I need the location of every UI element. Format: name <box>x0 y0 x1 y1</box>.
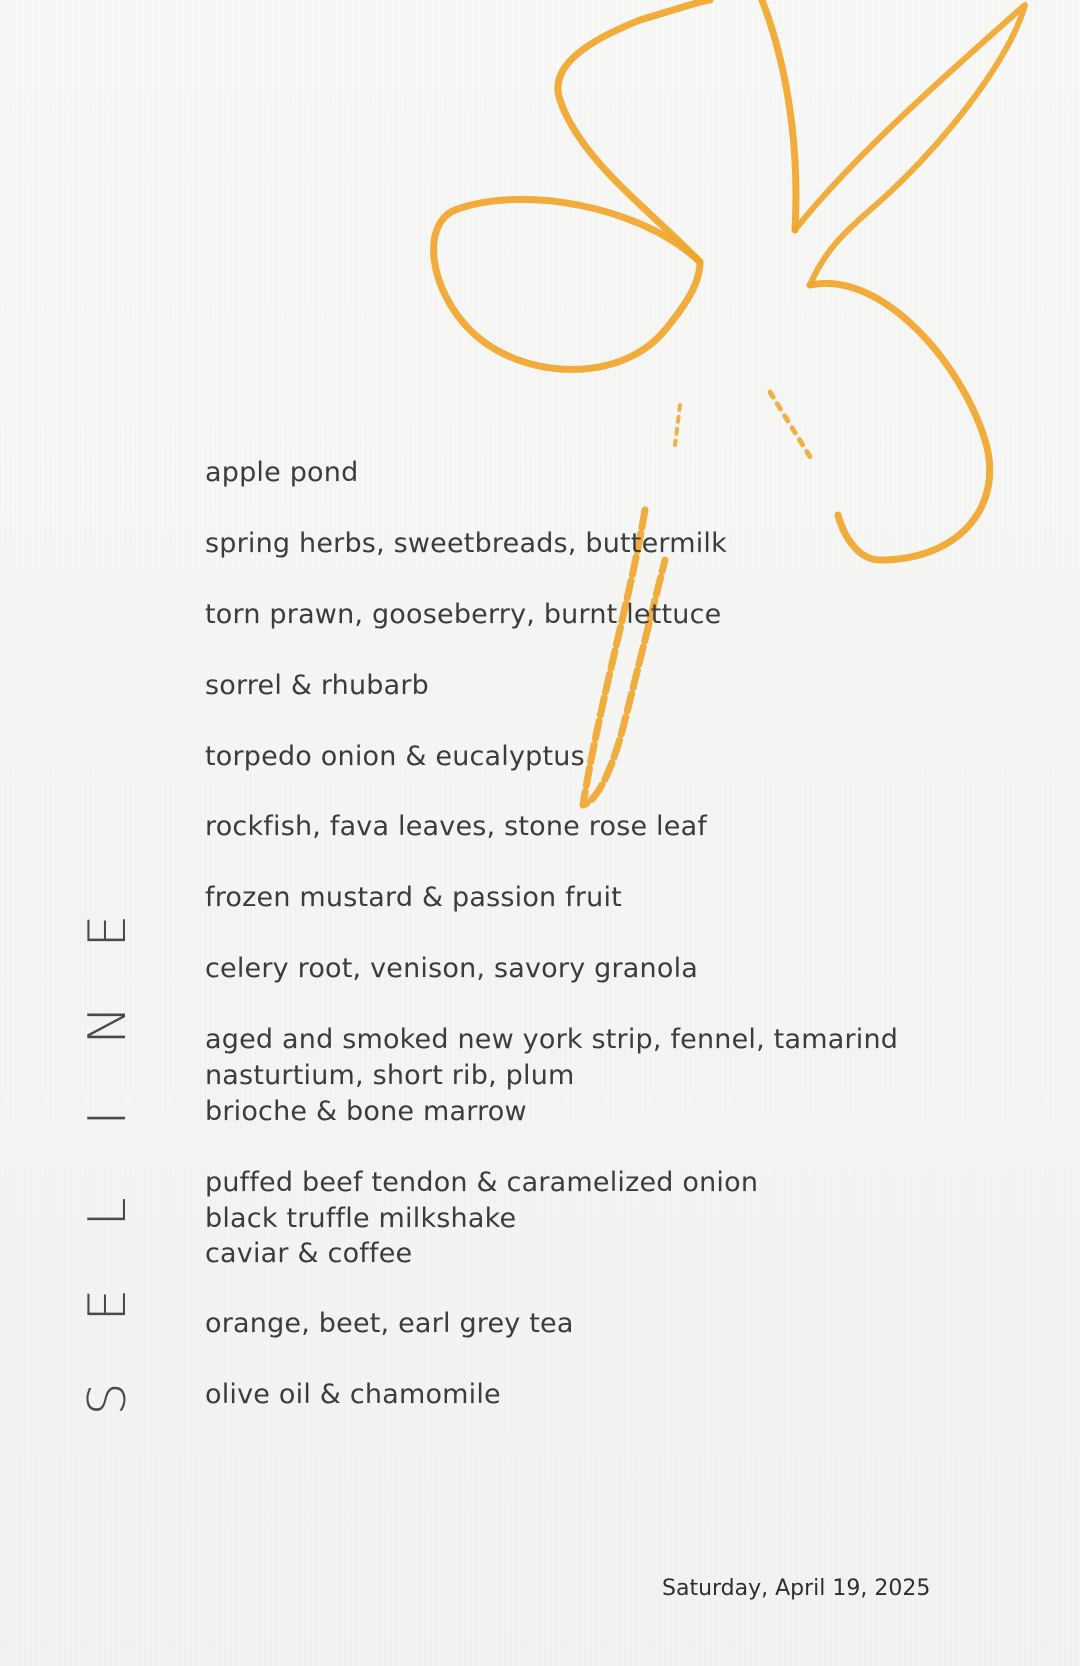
menu-course <box>205 739 585 775</box>
menu-course <box>205 880 622 916</box>
course-line: spring herbs, sweetbreads, buttermilk <box>205 528 727 559</box>
restaurant-name-letter: E <box>78 1288 138 1322</box>
flower-petal-top-right <box>795 5 1025 285</box>
flower-petal-top-middle <box>762 0 796 230</box>
course-line: aged and smoked new york strip, fennel, tamarind <box>205 1024 899 1055</box>
menu-course <box>205 809 707 845</box>
menu-course <box>205 1165 758 1237</box>
flower-petal-top <box>558 0 710 262</box>
flower-center-mark-2 <box>770 392 812 460</box>
restaurant-name-vertical <box>78 905 138 1425</box>
course-line: black truffle milkshake <box>205 1203 517 1234</box>
course-line: caviar & coffee <box>205 1238 413 1269</box>
restaurant-name-letter: N <box>78 1005 138 1045</box>
course-line: torn prawn, gooseberry, burnt lettuce <box>205 599 722 630</box>
course-line: sorrel & rhubarb <box>205 670 430 701</box>
flower-petal-left <box>434 199 700 369</box>
menu-date: Saturday, April 19, 2025 <box>662 1576 931 1601</box>
course-line: puffed beef tendon & caramelized onion <box>205 1167 759 1198</box>
course-line: nasturtium, short rib, plum <box>205 1060 575 1091</box>
course-line: orange, beet, earl grey tea <box>205 1308 574 1339</box>
restaurant-name-letter: I <box>78 1110 138 1126</box>
course-line: celery root, venison, savory granola <box>205 953 699 984</box>
restaurant-name-letter: E <box>78 914 138 948</box>
course-line: apple pond <box>205 457 359 488</box>
restaurant-name-letter: L <box>78 1197 138 1227</box>
menu-course <box>205 455 358 491</box>
menu-course <box>205 1236 412 1272</box>
menu-course <box>205 1306 574 1342</box>
course-line: olive oil & chamomile <box>205 1379 501 1410</box>
menu-course <box>205 1022 898 1130</box>
course-line: torpedo onion & eucalyptus <box>205 741 585 772</box>
course-line: rockfish, fava leaves, stone rose leaf <box>205 811 708 842</box>
restaurant-name-letter: S <box>78 1382 138 1416</box>
menu-course <box>205 951 698 987</box>
flower-petal-right <box>810 283 990 560</box>
menu-course <box>205 597 721 633</box>
menu-course <box>205 526 727 562</box>
course-line: frozen mustard & passion fruit <box>205 882 622 913</box>
flower-center-mark-1 <box>675 405 680 445</box>
menu-course <box>205 1377 501 1413</box>
menu-course <box>205 668 429 704</box>
course-line: brioche & bone marrow <box>205 1096 527 1127</box>
